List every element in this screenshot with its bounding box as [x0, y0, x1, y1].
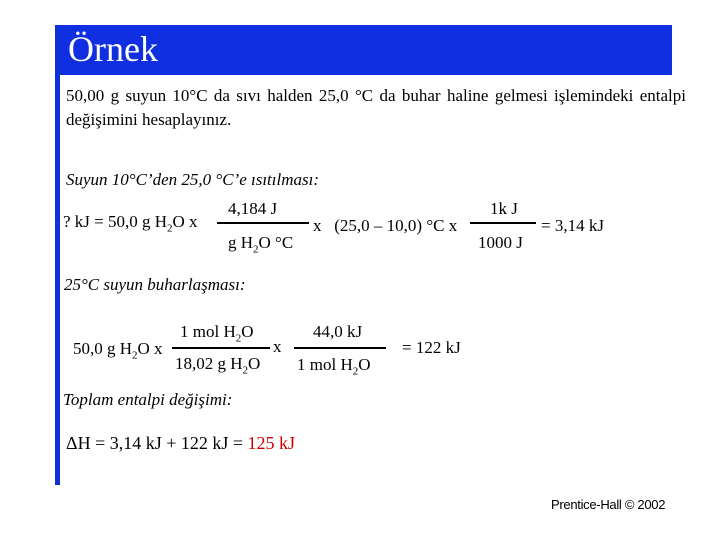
section2-frac1-denominator: 18,02 g $H_2O$: [175, 354, 261, 377]
total-enthalpy-equation: ΔH = 3,14 kJ + 122 kJ = 125 kJ: [66, 433, 296, 453]
section2-result: = 122 kJ: [402, 338, 461, 357]
section3-heading: Toplam entalpi değişimi:: [63, 390, 233, 409]
section1-frac2-bar: [470, 222, 536, 224]
total-enthalpy-result: 125 kJ: [247, 433, 296, 453]
section1-result: = 3,14 kJ: [541, 216, 604, 235]
section2-frac2-bar: [294, 347, 386, 349]
section1-heading: Suyun 10°C’den 25,0 °C’e ısıtılması:: [66, 170, 319, 189]
credit-text: Prentice-Hall © 2002: [551, 497, 666, 512]
section1-frac1-denominator: g $H_2O$ °C: [228, 233, 294, 256]
section2-lhs: 50,0 g $H_2O$ x: [73, 339, 163, 362]
section1-middle-term: x (25,0 – 10,0) °C x: [313, 216, 458, 235]
section1-lhs: ? kJ = 50,0 g $H_2O$ x: [63, 212, 198, 235]
section1-frac2-denominator: 1000 J: [478, 233, 523, 252]
section2-frac2-denominator: 1 mol $H_2O$: [297, 355, 371, 378]
section2-heading: 25°C suyun buharlaşması:: [64, 275, 246, 294]
section1-frac1-numerator: 4,184 J: [228, 199, 278, 218]
left-accent-bar: [55, 25, 60, 485]
slide-header: [60, 25, 672, 75]
section2-frac1-numerator: 1 mol $H_2O$: [180, 322, 254, 345]
section2-frac1-bar: [172, 347, 270, 349]
problem-statement: 50,00 g suyun 10°C da sıvı halden 25,0 °C da buhar haline gelmesi işlemindeki entalpi değişimini hesaplayınız.: [66, 86, 686, 129]
section2-times: x: [273, 337, 282, 356]
section1-frac1-bar: [217, 222, 309, 224]
slide-title: Örnek: [68, 29, 158, 69]
section1-frac2-numerator: 1k J: [490, 199, 518, 218]
section2-frac2-numerator: 44,0 kJ: [313, 322, 363, 341]
